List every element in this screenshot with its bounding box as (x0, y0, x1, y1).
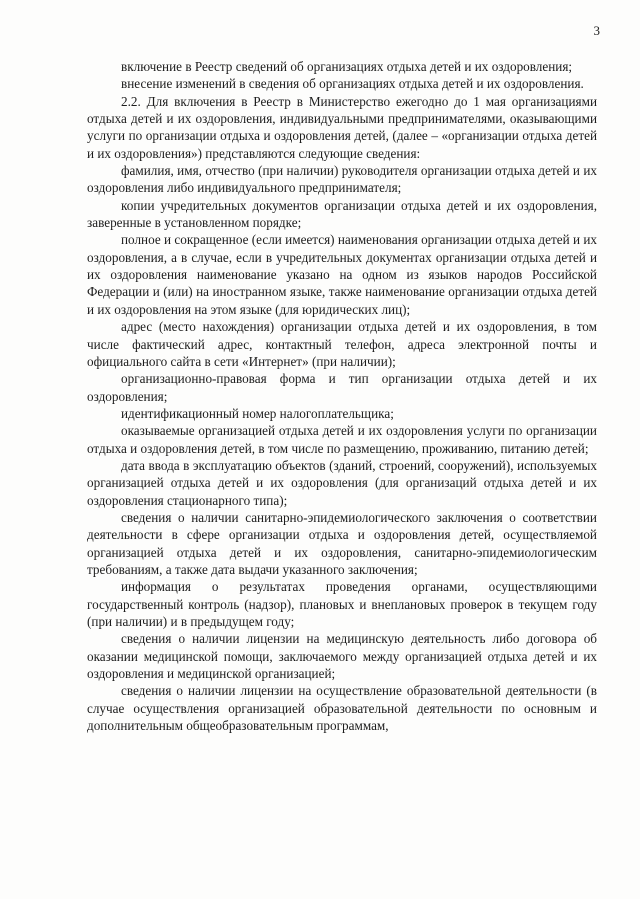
paragraph-address-contacts: адрес (место нахождения) организации отдыха детей и их оздоровления, в том числе фактический адрес, контактный телефон, адреса электронной почты и официального сайта в сети «Интернет» (при наличии); (87, 319, 597, 369)
paragraph-head-name: фамилия, имя, отчество (при наличии) руководителя организации отдыха детей и их оздоровления либо индивидуального предпринимателя; (87, 163, 597, 196)
paragraph-organization-names: полное и сокращенное (если имеется) наименования организации отдыха детей и их оздоровления, а в случае, если в учредительных документах организации отдыха детей и их оздоровления наименование указано на одном из языков народов Российской Федерации и (или) на иностранном языке, также наименование организации отдыха детей и их оздоровления на этом языке (для юридических лиц); (87, 232, 597, 317)
document-body (87, 58, 597, 734)
paragraph-legal-form: организационно-правовая форма и тип организации отдыха детей и их оздоровления; (87, 371, 597, 404)
paragraph-changes-registry: внесение изменений в сведения об организациях отдыха детей и их оздоровления. (121, 76, 584, 92)
paragraph-educational-license: сведения о наличии лицензии на осуществление образовательной деятельности (в случае осуществления организацией образовательной деятельности по основным и дополнительным общеобразовательным программам, (87, 683, 597, 734)
paragraph-section-2-2: 2.2. Для включения в Реестр в Министерство ежегодно до 1 мая организациями отдыха детей и их оздоровления, индивидуальными предпринимателями, оказывающими услуги по организации отдыха и оздоровления детей, (далее – «организации отдыха детей и их оздоровления») представляются следующие сведения: (87, 93, 597, 161)
paragraph-services: оказываемые организацией отдыха детей и их оздоровления услуги по организации отдыха и оздоровления детей, в том числе по размещению, проживанию, питанию детей; (87, 423, 597, 456)
paragraph-sanitary-conclusion: сведения о наличии санитарно-эпидемиологического заключения о соответствии деятельности в сфере организации отдыха и оздоровления детей, осуществляемой организацией отдыха детей и их оздоровления, санитарно-эпидемиологическим требованиям, а также дата выдачи указанного заключения; (87, 509, 597, 577)
page-number: 3 (593, 23, 600, 38)
paragraph-medical-license: сведения о наличии лицензии на медицинскую деятельность либо договора об оказании медицинской помощи, заключаемого между организацией отдыха детей и их оздоровления и медицинской организацией; (87, 631, 597, 682)
paragraph-commissioning-date: дата ввода в эксплуатацию объектов (зданий, строений, сооружений), используемых организацией отдыха детей и их оздоровления (для организаций отдыха детей и их оздоровления стационарного типа); (87, 457, 597, 508)
paragraph-tax-id: идентификационный номер налогоплательщика; (121, 405, 394, 421)
paragraph-founding-documents: копии учредительных документов организации отдыха детей и их оздоровления, заверенные в установленном порядке; (87, 197, 597, 231)
paragraph-inspection-results: информация о результатах проведения органами, осуществляющими государственный контроль (надзор), плановых и внеплановых проверок в текущем году (при наличии) и в предыдущем году; (87, 579, 597, 629)
paragraph-inclusion-registry: включение в Реестр сведений об организациях отдыха детей и их оздоровления; (121, 59, 573, 74)
